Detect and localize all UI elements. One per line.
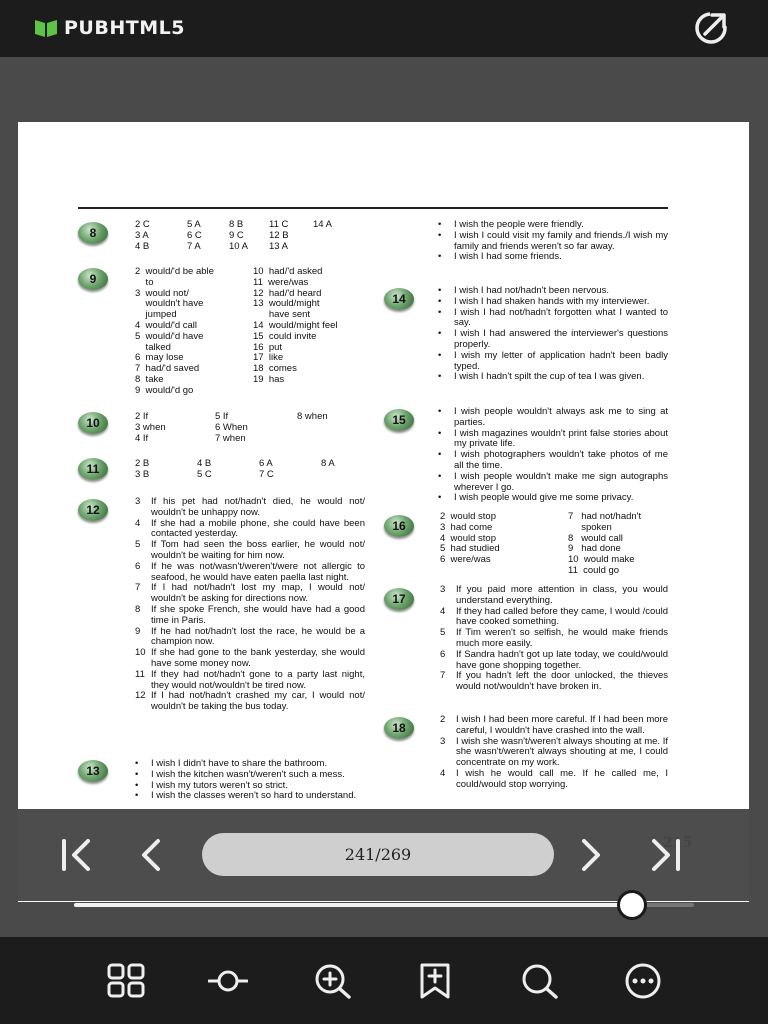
answer-cell: 14 A (313, 219, 333, 230)
answer-cell: 3 B (135, 468, 150, 480)
answer-line: 2 would/'d be able (135, 266, 214, 277)
answer-item (135, 583, 365, 605)
answer-item (440, 628, 668, 650)
page-rule (78, 207, 668, 209)
answer-cell: 6 A (259, 458, 273, 469)
bullet-text: I wish magazines wouldn't print false stories about my private life. (454, 427, 668, 450)
bullet-dot: • (135, 768, 139, 780)
answer-subcolumn (568, 512, 641, 577)
answer-item-text: If she spoke French, she would have had a good time in Paris. (151, 603, 365, 626)
answer-cell: 10 A (229, 240, 249, 252)
answer-item-number: 4 (135, 517, 141, 529)
answer-row (135, 434, 375, 445)
bullet-item (438, 252, 668, 263)
answer-line: 8 would call (568, 532, 623, 544)
bullet-dot: • (438, 229, 442, 241)
pan-icon[interactable] (208, 963, 248, 999)
more-icon[interactable] (623, 963, 663, 999)
answer-item (135, 562, 365, 584)
bullet-dot: • (438, 349, 442, 361)
bullet-dot: • (135, 790, 139, 802)
answer-line: 13 would/might (253, 298, 320, 310)
answer-line: 6 may lose (135, 352, 184, 364)
answer-line: 2 would stop (440, 511, 496, 522)
answer-item (135, 670, 365, 692)
bullet-dot: • (438, 427, 442, 439)
answer-block (135, 412, 375, 444)
answer-item-text: If he was not/wasn't/weren't/were not allergic to seafood, he would have eaten paella last night. (151, 560, 365, 583)
answer-line: 19 has (253, 373, 285, 385)
answer-subcolumn (440, 512, 568, 577)
answer-item (135, 519, 365, 541)
answer-cell: 2 C (135, 219, 150, 230)
answer-line: 6 were/was (440, 554, 491, 566)
answer-item-text: If Tim weren't so selfish, he would make friends much more easily. (456, 627, 668, 649)
bullet-text: I wish I had some friends. (454, 251, 562, 263)
bullet-dot: • (438, 295, 442, 307)
answer-item-text: If they had called before they came, I would /could have cooked something. (456, 605, 668, 628)
answer-item-number: 4 (440, 605, 446, 617)
answer-line: 9 had done (568, 543, 621, 555)
bullet-item (438, 308, 668, 330)
search-icon[interactable] (519, 963, 559, 999)
answer-cell: 6 C (187, 229, 202, 241)
bullet-text: I wish I had shaken hands with my interviewer. (454, 295, 650, 307)
answer-cell: 7 C (259, 468, 274, 480)
answer-item (135, 627, 365, 649)
answer-item-text: If I had not/hadn't lost my map, I would not/ wouldn't be asking for directions now. (151, 582, 365, 605)
bullet-text: I wish the classes weren't so hard to understand. (151, 790, 357, 802)
answer-line: 17 like (253, 352, 284, 364)
answer-block (438, 407, 668, 504)
exercise-number-badge: 9 (78, 268, 108, 290)
answer-item (440, 715, 668, 737)
answer-line: 11 could go (568, 564, 620, 576)
answer-item-number: 10 (135, 647, 146, 659)
bullet-dot: • (438, 449, 442, 461)
answer-block (440, 715, 668, 791)
answer-cell: 5 A (187, 219, 201, 230)
exercise-number-badge: 15 (384, 409, 414, 431)
last-page-icon[interactable] (644, 837, 684, 873)
bullet-dot: • (438, 251, 442, 263)
bullet-text: I wish I had not/hadn't been nervous. (454, 285, 609, 296)
page-slider[interactable] (74, 903, 694, 907)
answer-row (135, 231, 375, 242)
answer-cell (313, 231, 353, 242)
answer-item-text: If she had gone to the bank yesterday, she would have some money now. (151, 647, 365, 669)
bullet-text: I wish I hadn't spilt the cup of tea I was given. (454, 371, 645, 383)
answer-item (440, 671, 668, 693)
answer-line: 12 had/'d heard (253, 287, 322, 299)
answer-item-text: If he had not/hadn't lost the race, he would be a champion now. (151, 625, 365, 648)
answer-item-number: 7 (135, 582, 141, 594)
book-page (18, 122, 749, 902)
bullet-dot: • (438, 371, 442, 383)
bullet-item (438, 429, 668, 451)
answer-cell: 8 when (297, 411, 328, 422)
bullet-dot: • (438, 470, 442, 482)
bullet-item (438, 351, 668, 373)
bullet-dot: • (438, 328, 442, 340)
bullet-text: I wish people wouldn't make me sign autographs wherever I go. (454, 470, 668, 493)
answer-block (440, 585, 668, 693)
answer-block (135, 267, 375, 397)
answer-line: 18 comes (253, 363, 297, 375)
answer-item-text: If Sandra hadn't got up late today, we could/would have gone shopping together. (456, 648, 668, 671)
answer-line: 11 were/was (253, 276, 309, 288)
answer-item-text: I wish I had been more careful. If I had been more careful, I wouldn't have crashed into the wall. (456, 714, 668, 736)
answer-cell: 2 If (135, 411, 149, 422)
answer-block (135, 459, 375, 481)
answer-row (135, 220, 375, 231)
answer-item (440, 585, 668, 607)
answer-item-number: 3 (440, 584, 446, 595)
answer-item-number: 6 (135, 560, 141, 572)
exercise-number-badge: 18 (384, 717, 414, 739)
answer-line: jumped (135, 309, 177, 321)
answer-cell: 13 A (269, 240, 289, 252)
exercise-number-badge: 8 (78, 222, 108, 244)
answer-line: 15 could invite (253, 330, 317, 342)
answer-block (135, 759, 365, 802)
answer-line: 5 would/'d have (135, 330, 204, 342)
answer-line: 7 had/'d saved (135, 363, 200, 375)
answer-line: talked (135, 341, 171, 353)
app-name: PUBHTML5 (64, 17, 185, 39)
bullet-item (438, 231, 668, 253)
answer-line: 4 would/'d call (135, 319, 198, 331)
top-bar (0, 0, 768, 57)
bullet-text: I wish I didn't have to share the bathroom. (151, 758, 328, 769)
answer-item-number: 9 (135, 625, 141, 637)
book-icon (34, 18, 58, 38)
answer-item-text: I wish he would call me. If he called me, I could/would stop worrying. (456, 767, 668, 790)
answer-cell: 3 A (135, 229, 149, 241)
answer-item-text: If I had not/hadn't crashed my car, I would not/ wouldn't be taking the bus today. (151, 690, 365, 713)
bullet-text: I wish people wouldn't always ask me to sing at parties. (454, 406, 668, 428)
answer-line: 4 would stop (440, 532, 496, 544)
answer-item-number: 2 (440, 714, 446, 725)
answer-item-text: If you hadn't left the door unlocked, the thieves would not/wouldn't have broken in. (456, 670, 668, 693)
answer-item-number: 4 (440, 767, 446, 779)
bullet-text: I wish I had answered the interviewer's questions properly. (454, 328, 668, 350)
bookmark-add-icon[interactable] (415, 963, 455, 999)
answer-row (135, 242, 375, 253)
answer-item-text: If you paid more attention in class, you would understand everything. (456, 584, 668, 606)
exercise-number-badge: 16 (384, 515, 414, 537)
page-slider-handle[interactable] (617, 890, 647, 920)
answer-item-text: If Tom had seen the boss earlier, he would not/ wouldn't be waiting for him now. (151, 539, 365, 561)
answer-subcolumn (135, 267, 253, 397)
bullet-text: I wish photographers wouldn't take photos of me all the time. (454, 449, 668, 471)
answer-cell: 9 C (229, 229, 244, 241)
answer-cell (321, 470, 361, 481)
answer-columns (135, 267, 375, 397)
bullet-item (438, 297, 668, 308)
answer-line: to (135, 276, 154, 288)
answer-block (438, 286, 668, 383)
answer-line: wouldn't have (135, 298, 204, 310)
bullet-text: I wish people would give me some privacy. (454, 492, 634, 504)
answer-row (135, 412, 375, 423)
answer-item-number: 5 (135, 539, 141, 551)
answer-cell: 7 when (215, 432, 246, 444)
answer-cell: 11 C (269, 219, 289, 230)
thumbnails-icon[interactable] (106, 963, 146, 999)
bullet-dot: • (135, 758, 139, 769)
answer-item-number: 12 (135, 690, 146, 702)
bullet-dot: • (438, 219, 442, 230)
answer-line: 7 had not/hadn't (568, 511, 642, 522)
bullet-item (438, 472, 668, 494)
exercise-number-badge: 10 (78, 412, 108, 434)
answer-line: 5 had studied (440, 543, 500, 555)
answer-line: 8 take (135, 373, 164, 385)
bullet-text: I wish I could visit my family and friends./I wish my family and friends weren't so far away. (454, 229, 668, 252)
answer-cell: 6 When (215, 421, 248, 433)
answer-cell: 2 B (135, 458, 150, 469)
answer-item (440, 769, 668, 791)
bullet-dot: • (135, 779, 139, 791)
exercise-number-badge: 11 (78, 458, 108, 480)
answer-item (135, 648, 365, 670)
bullet-dot: • (438, 406, 442, 417)
answer-block (440, 512, 670, 577)
answer-line: 16 put (253, 341, 283, 353)
bottom-toolbar (0, 937, 768, 1024)
bullet-item (438, 493, 668, 504)
answer-block (135, 497, 365, 713)
answer-item (135, 540, 365, 562)
bullet-text: I wish the kitchen wasn't/weren't such a mess. (151, 768, 345, 780)
page-viewer[interactable] (0, 57, 768, 937)
answer-cell: 4 B (197, 458, 212, 469)
bullet-item (135, 770, 365, 781)
answer-line: 10 had/'d asked (253, 266, 323, 277)
answer-cell: 12 B (269, 229, 289, 241)
bullet-item (438, 329, 668, 351)
answer-cell: 7 A (187, 240, 201, 252)
answer-item-number: 8 (135, 603, 141, 615)
answer-row (135, 470, 375, 481)
answer-item-text: If his pet had not/hadn't died, he would not/ wouldn't be unhappy now. (151, 496, 365, 518)
answer-subcolumn (253, 267, 338, 397)
bullet-text: I wish my tutors weren't so strict. (151, 779, 288, 791)
answer-line: 3 had come (440, 521, 493, 533)
answer-item (440, 737, 668, 769)
answer-item-text: If they had not/hadn't gone to a party last night, they would not/wouldn't be tired now. (151, 668, 365, 691)
exercise-number-badge: 12 (78, 499, 108, 521)
bullet-text: I wish I had not/hadn't forgotten what I wanted to say. (454, 306, 668, 329)
share-icon[interactable] (692, 10, 732, 46)
bullet-item (135, 791, 365, 802)
bullet-item (438, 407, 668, 429)
answer-item-number: 5 (440, 627, 446, 639)
answer-cell: 5 If (215, 411, 229, 422)
bullet-text: I wish the people were friendly. (454, 219, 584, 230)
answer-block (438, 220, 668, 263)
bullet-text: I wish my letter of application hadn't been badly typed. (454, 349, 668, 372)
answer-item (135, 691, 365, 713)
answer-item-number: 6 (440, 648, 446, 660)
page-navigation-bar (18, 809, 749, 901)
first-page-icon[interactable] (58, 837, 98, 873)
previous-page-icon[interactable] (130, 837, 170, 873)
answer-cell: 5 C (197, 468, 212, 480)
answer-item-text: If she had a mobile phone, she could have been contacted yesterday. (151, 517, 365, 540)
app-logo (34, 17, 185, 39)
answer-line: have sent (253, 309, 311, 321)
page-slider-fill (74, 903, 632, 907)
answer-cell: 8 A (321, 458, 335, 469)
exercise-number-badge: 17 (384, 588, 414, 610)
exercise-number-badge: 13 (78, 760, 108, 782)
answer-line: 10 would make (568, 554, 635, 566)
next-page-icon[interactable] (572, 837, 612, 873)
answer-item-number: 3 (440, 735, 446, 747)
answer-cell: 4 B (135, 240, 150, 252)
answer-item (440, 650, 668, 672)
bullet-dot: • (438, 285, 442, 296)
exercise-number-badge: 14 (384, 288, 414, 310)
answer-row (135, 459, 375, 470)
answer-item-number: 3 (135, 496, 141, 507)
answer-line: spoken (568, 521, 612, 533)
answer-line: 14 would/might feel (253, 319, 338, 331)
answer-item (440, 607, 668, 629)
bullet-item (438, 450, 668, 472)
answer-cell: 4 If (135, 432, 149, 444)
answer-item-number: 7 (440, 670, 446, 682)
answer-row (135, 423, 375, 434)
page-indicator[interactable]: 241/269 (202, 833, 554, 876)
answer-line: 3 would not/ (135, 287, 189, 299)
answer-item (135, 605, 365, 627)
answer-cell: 8 B (229, 219, 244, 230)
bullet-dot: • (438, 306, 442, 318)
zoom-in-icon[interactable] (312, 963, 352, 999)
answer-columns (440, 512, 670, 577)
answer-cell (297, 423, 357, 434)
answer-item (135, 497, 365, 519)
answer-cell: 3 when (135, 421, 166, 433)
answer-item-text: I wish she wasn't/weren't always shouting at me. If she wasn't/weren't always shouting at me, I could concentrate on my work. (456, 735, 668, 769)
answer-item-number: 11 (135, 668, 145, 680)
bullet-dot: • (438, 492, 442, 504)
answer-cell (313, 242, 353, 253)
answer-block (135, 220, 375, 252)
answer-cell (297, 434, 357, 445)
bullet-item (438, 372, 668, 383)
answer-line: 9 would/'d go (135, 384, 194, 396)
